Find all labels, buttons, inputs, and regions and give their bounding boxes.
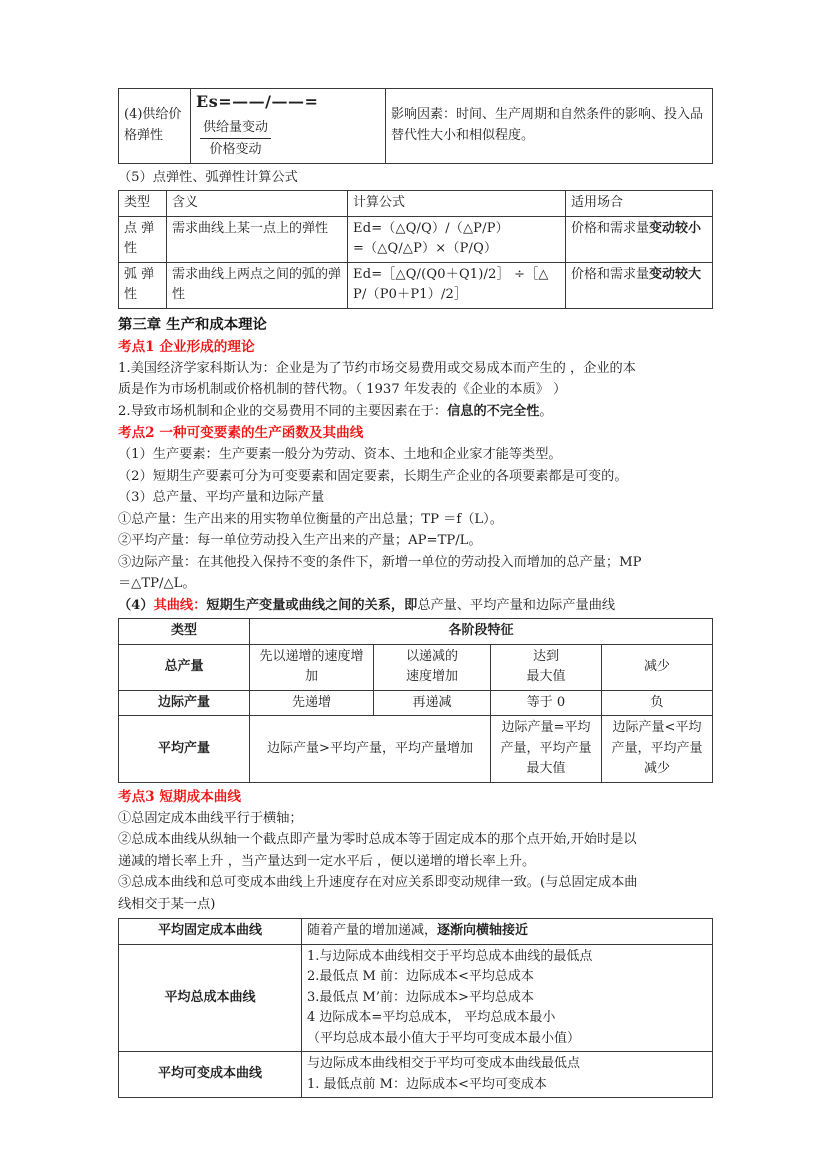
scene-normal: 价格和需求量 xyxy=(571,266,650,282)
kaodian-3-line-4: ③总成本曲线和总可变成本曲线上升速度存在对应关系即变动规律一致。(与总固定成本曲 xyxy=(118,875,638,890)
kaodian-2-item-3: （3）总产量、平均产量和边际产量 xyxy=(118,490,325,505)
curve-cell: 先递增 xyxy=(250,690,374,716)
table-row xyxy=(119,944,713,1052)
chapter-title: 第三章 生产和成本理论 xyxy=(118,315,267,333)
elasticity-header-type: 类型 xyxy=(119,191,167,217)
curve-cell: 等于 0 xyxy=(491,690,602,716)
formula-line-1: Ed=［△Q/(Q0＋Q1)/2］ ÷［△ xyxy=(353,266,549,282)
elasticity-type-point: 点 弹 性 xyxy=(119,216,167,262)
kaodian-1-heading: 考点1 企业形成的理论 xyxy=(118,338,255,355)
item-4-rest: 总产量、平均产量和边际产量曲线 xyxy=(417,597,616,613)
curve-cell-merged: 边际产量>平均产量，平均产量增加 xyxy=(250,716,491,783)
cost-row-content-afc xyxy=(302,919,713,945)
kaodian-1-line-3-emphasis: 信息的不完全性 xyxy=(447,403,540,419)
cost-line: （平均总成本最小值大于平均可变成本最小值） xyxy=(307,1030,581,1046)
cost-line: 1. 最低点前 M：边际成本<平均可变成本 xyxy=(307,1076,547,1092)
cost-row-content-atc xyxy=(302,944,713,1052)
curve-cell-line: 最大值 xyxy=(526,669,566,684)
elasticity-header-meaning: 含义 xyxy=(167,191,348,217)
kaodian-3-line-1: ①总固定成本曲线平行于横轴； xyxy=(118,810,303,826)
production-curve-table xyxy=(118,618,713,783)
elasticity-meaning-point: 需求曲线上某一点上的弹性 xyxy=(167,216,348,262)
item-4-prefix: （4） xyxy=(118,597,154,613)
scene-emphasis: 变动较大 xyxy=(649,266,702,282)
formula-line-2: P/（P0＋P1）/2］ xyxy=(353,287,468,302)
kaodian-2-item-7: ＝△TP/△L。 xyxy=(118,576,196,591)
elasticity-header-scene: 适用场合 xyxy=(566,191,713,217)
kaodian-2-item-1: （1）生产要素：生产要素一般分为劳动、资本、土地和企业家才能等类型。 xyxy=(118,447,562,462)
kaodian-3-line-5: 线相交于某一点) xyxy=(118,896,216,912)
cost-line: 1.与边际成本曲线相交于平均总成本曲线的最低点 xyxy=(307,948,593,964)
curve-header-stages: 各阶段特征 xyxy=(250,619,713,645)
scene-normal: 价格和需求量 xyxy=(571,220,650,236)
curve-cell: 再递减 xyxy=(374,690,491,716)
table-header-row xyxy=(119,191,713,217)
curve-cell-line: 速度增加 xyxy=(405,669,458,684)
kaodian-2-item-2: （2）短期生产要素可分为可变要素和固定要素，长期生产企业的各项要素都是可变的。 xyxy=(118,468,628,484)
elasticity-scene-point xyxy=(566,216,713,262)
table-row xyxy=(119,1052,713,1098)
curve-cell xyxy=(374,644,491,690)
cost-line: 4 边际成本=平均总成本， 平均总成本最小 xyxy=(307,1010,556,1025)
item-4-red-label: 其曲线： xyxy=(153,597,207,613)
cost-line: 与边际成本曲线相交于平均可变成本曲线最低点 xyxy=(307,1056,581,1071)
supply-elasticity-label xyxy=(119,89,191,164)
supply-elasticity-formula-cell xyxy=(191,89,386,164)
cost-content-emphasis: 逐渐向横轴接近 xyxy=(437,923,529,938)
fraction-denominator: 价格变动 xyxy=(209,142,262,157)
kaodian-2-item-4: ①总产量：生产出来的用实物单位衡量的产出总量；TP ＝f（L）。 xyxy=(118,511,503,527)
kaodian-2-item-6: ③边际产量：在其他投入保持不变的条件下，新增一单位的劳动投入而增加的总产量；MP xyxy=(118,554,642,570)
curve-row-name-total: 总产量 xyxy=(119,644,250,690)
table-row xyxy=(119,262,713,308)
table-row xyxy=(119,690,713,716)
section-5-title: （5）点弹性、弧弹性计算公式 xyxy=(118,169,298,185)
kaodian-2-item-8 xyxy=(118,595,712,617)
elasticity-formula-arc xyxy=(348,262,566,308)
formula-line-1: Ed=（△Q/Q）/（△P/P） xyxy=(353,220,509,236)
curve-header-type: 类型 xyxy=(119,619,250,645)
elasticity-formula-point xyxy=(348,216,566,262)
elasticity-type-arc: 弧 弹 性 xyxy=(119,262,167,308)
cost-curve-table xyxy=(118,918,713,1098)
supply-elasticity-label-text: (4)供给价格弹性 xyxy=(124,107,182,143)
formula-line-2: =（△Q/△P）×（P/Q） xyxy=(353,241,498,256)
kaodian-1-line-3-prefix: 2.导致市场机制和企业的交易费用不同的主要因素在于： xyxy=(118,403,448,419)
table-header-row xyxy=(119,619,713,645)
cost-row-name-afc: 平均固定成本曲线 xyxy=(119,919,302,945)
kaodian-3-line-2: ②总成本曲线从纵轴一个截点即产量为零时总成本等于固定成本的那个点开始,开始时是以 xyxy=(118,832,637,847)
cost-line: 3.最低点 M’前：边际成本>平均总成本 xyxy=(307,989,534,1005)
cost-row-name-avc: 平均可变成本曲线 xyxy=(119,1052,302,1098)
curve-cell-line: 以递减的 xyxy=(405,648,458,664)
supply-elasticity-factors-cell xyxy=(386,89,713,164)
curve-cell: 边际产量<平均产量，平均产量减少 xyxy=(602,716,713,783)
cost-content-normal: 随着产量的增加递减， xyxy=(307,923,438,938)
formula-top-line: Es=——/——= xyxy=(196,92,319,111)
kaodian-3-line-3: 递减的增长率上升 ，当产量达到一定水平后 ，便以递增的增长率上升。 xyxy=(118,853,536,869)
formula-fraction xyxy=(200,118,271,159)
kaodian-1-line-3 xyxy=(118,401,712,423)
cost-line: 2.最低点 M 前：边际成本<平均总成本 xyxy=(307,969,534,984)
curve-cell: 边际产量=平均产量，平均产量最大值 xyxy=(491,716,602,783)
curve-cell: 负 xyxy=(602,690,713,716)
curve-row-name-average: 平均产量 xyxy=(119,716,250,783)
elasticity-scene-arc xyxy=(566,262,713,308)
cost-row-content-avc xyxy=(302,1052,713,1098)
curve-cell: 减少 xyxy=(602,644,713,690)
elasticity-header-formula: 计算公式 xyxy=(348,191,566,217)
table-row xyxy=(119,89,713,164)
fraction-numerator: 供给量变动 xyxy=(200,118,271,139)
table-row xyxy=(119,716,713,783)
curve-row-name-marginal: 边际产量 xyxy=(119,690,250,716)
scene-emphasis: 变动较小 xyxy=(649,220,702,236)
elasticity-meaning-arc: 需求曲线上两点之间的弧的弹性 xyxy=(167,262,348,308)
kaodian-2-item-5: ②平均产量：每一单位劳动投入生产出来的产量；AP=TP/L。 xyxy=(118,533,482,548)
kaodian-1-line-3-suffix: 。 xyxy=(539,403,553,419)
document-body xyxy=(118,88,712,1098)
kaodian-2-heading: 考点2 一种可变要素的生产函数及其曲线 xyxy=(118,425,364,441)
elasticity-formula-table xyxy=(118,190,713,309)
table-row xyxy=(119,644,713,690)
supply-elasticity-factors-text: 影响因素：时间、生产周期和自然条件的影响、投入品替代性大小和相似程度。 xyxy=(391,107,704,143)
curve-cell: 先以递增的速度增加 xyxy=(250,644,374,690)
kaodian-1-line-1: 1.美国经济学家科斯认为：企业是为了节约市场交易费用或交易成本而产生的 ，企业的本 xyxy=(118,360,636,376)
curve-cell-line: 达到 xyxy=(532,648,559,664)
kaodian-3-heading: 考点3 短期成本曲线 xyxy=(118,788,241,805)
cost-row-name-atc: 平均总成本曲线 xyxy=(119,944,302,1052)
table-row xyxy=(119,216,713,262)
kaodian-1-line-2: 质是作为市场机制或价格机制的替代物。（ 1937 年发表的《企业的本质》 ） xyxy=(118,382,567,397)
curve-cell xyxy=(491,644,602,690)
table-row xyxy=(119,919,713,945)
item-4-bold-part: 短期生产变量或曲线之间的关系，即 xyxy=(206,597,418,613)
supply-elasticity-table xyxy=(118,88,713,164)
